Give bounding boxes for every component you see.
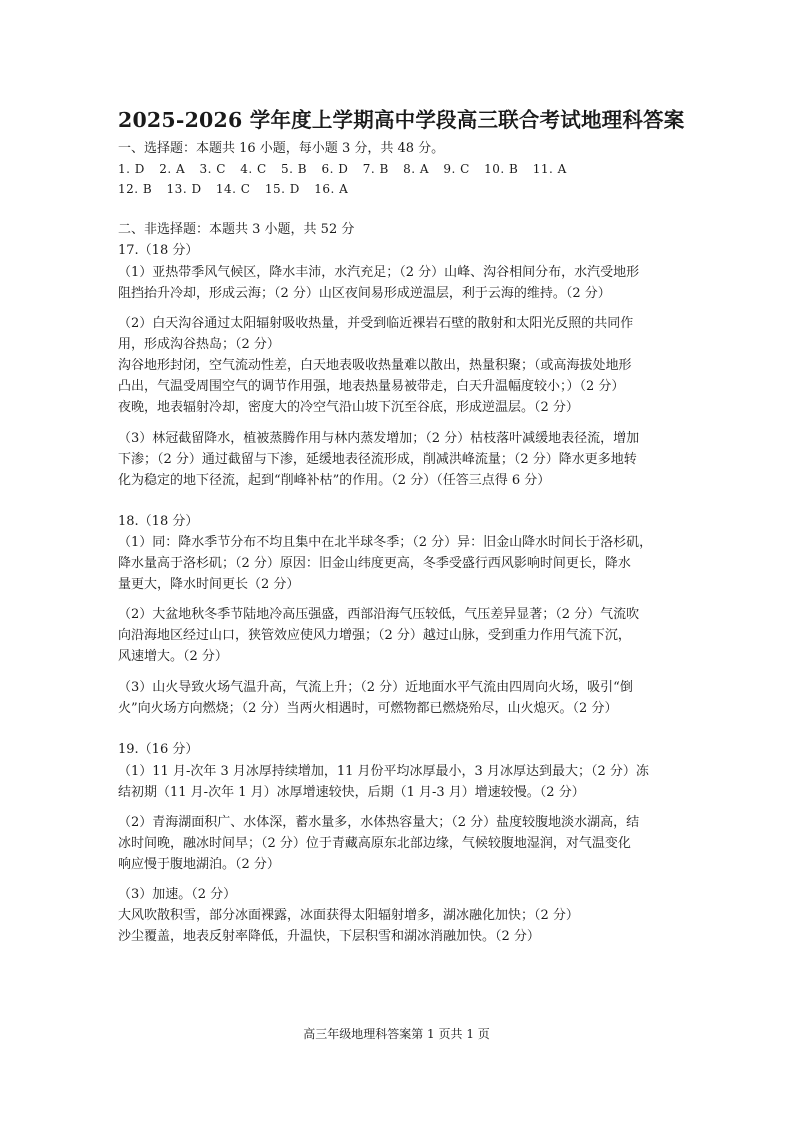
answer-item: 7. B [362, 162, 389, 176]
answer-item: 12. B [118, 182, 153, 196]
answer-item: 2. A [159, 162, 186, 176]
q17-p3-line: 化为稳定的地下径流，起到“削峰补枯”的作用。（2 分）（任答三点得 6 分） [118, 473, 551, 488]
answer-item: 1. D [118, 162, 145, 176]
answer-item: 8. A [403, 162, 430, 176]
answer-item: 11. A [532, 162, 567, 176]
answer-row-1 [118, 162, 577, 176]
q19-header: 19.（16 分） [118, 742, 199, 757]
q17-p2-line: 夜晚，地表辐射冷却，密度大的冷空气沿山坡下沉至谷底，形成逆温层。（2 分） [118, 400, 579, 415]
answer-item: 3. C [199, 162, 226, 176]
q18-p1-line: 量更大，降水时间更长（2 分） [118, 577, 300, 592]
q18-p3-line: （3）山火导致火场气温升高，气流上升；（2 分）近地面水平气流由四周向火场，吸引“倒 [118, 680, 633, 695]
answer-row-2 [118, 182, 358, 196]
q18-header: 18.（18 分） [118, 514, 199, 529]
q19-p2-line: 响应慢于腹地湖泊。（2 分） [118, 857, 280, 872]
q17-p1-line: （1）亚热带季风气候区，降水丰沛，水汽充足；（2 分）山峰、沟谷相间分布，水汽受地形 [118, 265, 640, 280]
answer-item: 9. C [443, 162, 470, 176]
q18-p2-line: 风速增大。（2 分） [118, 649, 228, 664]
q18-p2-line: （2）大盆地秋冬季节陆地冷高压强盛，西部沿海气压较低，气压差异显著；（2 分）气流吹 [118, 607, 640, 622]
answer-item: 4. C [240, 162, 267, 176]
answer-item: 10. B [484, 162, 519, 176]
q18-p3-line: 火”向火场方向燃烧；（2 分）当两火相遇时，可燃物都已燃烧殆尽，山火熄灭。（2 分） [118, 701, 618, 716]
q18-p2-line: 向沿海地区经过山口，狭管效应使风力增强；（2 分）越过山脉，受到重力作用气流下沉， [118, 628, 631, 643]
answer-item: 16. A [314, 182, 349, 196]
q18-p1-line: （1）同：降水季节分布不均且集中在北半球冬季；（2 分）异：旧金山降水时间长于洛杉矶， [118, 535, 653, 550]
q19-p3-line: 沙尘覆盖，地表反射率降低，升温快，下层积雪和湖冰消融加快。（2 分） [118, 929, 540, 944]
answer-item: 5. B [281, 162, 308, 176]
q19-p2-line: 冰时间晚，融冰时间早；（2 分）位于青藏高原东北部边缘，气候较腹地湿润，对气温变化 [118, 836, 631, 851]
q17-p2-line: 沟谷地形封闭，空气流动性差，白天地表吸收热量难以散出，热量积聚；（或高海拔处地形 [118, 358, 632, 373]
answer-item: 15. D [264, 182, 300, 196]
q19-p3-line: （3）加速。（2 分） [118, 887, 237, 902]
page-footer: 高三年级地理科答案第 1 页共 1 页 [303, 1027, 490, 1041]
q19-p2-line: （2）青海湖面积广、水体深，蓄水量多，水体热容量大；（2 分）盐度较腹地淡水湖高，结 [118, 815, 640, 830]
q17-p2-line: 凸出，气温受周围空气的调节作用强，地表热量易被带走，白天升温幅度较小；）（2 分） [118, 379, 625, 394]
q19-p1-line: （1）11 月-次年 3 月冰厚持续增加，11 月份平均冰厚最小，3 月冰厚达到最大；（2 分）冻 [118, 764, 649, 779]
q19-p1-line: 结初期（11 月-次年 1 月）冰厚增速较快，后期（1 月-3 月）增速较慢。（2 分） [118, 785, 585, 800]
section2-heading: 二、非选择题：本题共 3 小题，共 52 分 [118, 222, 355, 237]
q19-p3-line: 大风吹散积雪，部分冰面裸露，冰面获得太阳辐射增多，湖冰融化加快；（2 分） [118, 908, 579, 923]
document-title: 2025-2026 学年度上学期高中学段高三联合考试地理科答案 [118, 108, 685, 132]
answer-item: 13. D [166, 182, 202, 196]
section1-heading: 一、选择题：本题共 16 小题，每小题 3 分，共 48 分。 [118, 141, 445, 156]
answer-item: 14. C [215, 182, 251, 196]
q18-p1-line: 降水量高于洛杉矶；（2 分）原因：旧金山纬度更高，冬季受盛行西风影响时间更长，降水 [118, 556, 631, 571]
q17-header: 17.（18 分） [118, 243, 199, 258]
answer-item: 6. D [321, 162, 349, 176]
q17-p3-line: （3）林冠截留降水，植被蒸腾作用与林内蒸发增加；（2 分）枯枝落叶减缓地表径流，增加 [118, 431, 640, 446]
q17-p2-line: 用，形成沟谷热岛；（2 分） [118, 337, 280, 352]
q17-p1-line: 阻挡抬升冷却，形成云海；（2 分）山区夜间易形成逆温层，利于云海的维持。（2 分） [118, 286, 611, 301]
q17-p3-line: 下渗；（2 分）通过截留与下渗，延缓地表径流形成，削减洪峰流量；（2 分）降水更多地转 [118, 452, 637, 467]
q17-p2-line: （2）白天沟谷通过太阳辐射吸收热量，并受到临近裸岩石壁的散射和太阳光反照的共同作 [118, 316, 634, 331]
